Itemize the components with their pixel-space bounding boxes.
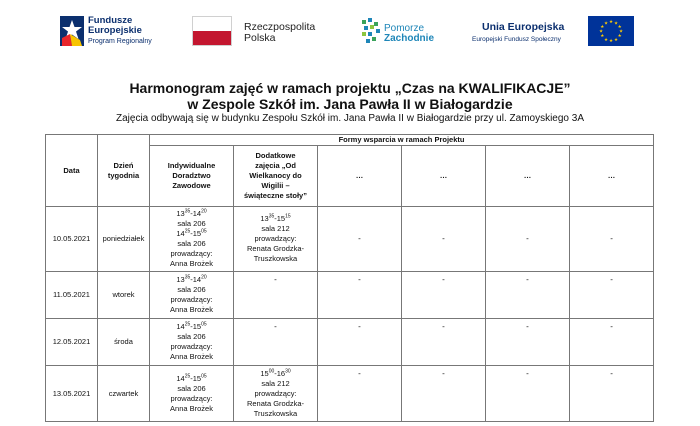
rp-text-1: Rzeczpospolita xyxy=(244,21,316,33)
teacher-name: Anna Brożek xyxy=(170,352,213,361)
header-empty-4: … xyxy=(570,146,654,207)
time-range: $13^{35}-14^{20}$ xyxy=(176,274,207,284)
table-row xyxy=(46,207,654,272)
cell-empty: - xyxy=(402,319,486,366)
time-range: $14^{25}-15^{05}$ xyxy=(176,228,207,238)
header-c2-line-5: świąteczne stoły” xyxy=(244,191,307,200)
page-title-line-2: w Zespole Szkół im. Jana Pawła II w Białogardzie xyxy=(187,96,513,112)
cell-day: poniedziałek xyxy=(98,207,150,272)
ue-text-1: Unia Europejska xyxy=(482,21,565,33)
header-c1-line-1: Indywidualne xyxy=(167,161,216,170)
room: sala 206 xyxy=(177,239,206,248)
time-range: $13^{35}-14^{20}$ xyxy=(176,208,207,218)
cell-day: wtorek xyxy=(98,272,150,319)
room: sala 206 xyxy=(177,219,206,228)
schedule-table xyxy=(45,134,654,422)
table-row xyxy=(46,272,654,319)
cell-career-counselling xyxy=(150,319,234,366)
cell-day: środa xyxy=(98,319,150,366)
fe-text-2: Europejskie xyxy=(88,25,142,36)
cell-date: 12.05.2021 xyxy=(46,319,98,366)
svg-text:★: ★ xyxy=(603,21,609,27)
cell-empty: - xyxy=(318,319,402,366)
cell-extra-classes xyxy=(234,366,318,422)
page-subtitle: Zajęcia odbywają się w budynku Zespołu Szkół im. Jana Pawła II w Białogardzie przy ul. Zamoyskiego 3A xyxy=(116,113,584,124)
room: sala 212 xyxy=(261,378,290,388)
cell-empty: - xyxy=(570,366,654,422)
teacher-name: Renata Grodzka- xyxy=(246,244,305,253)
cell-empty: - xyxy=(486,207,570,272)
teacher-name-2: Truszkowska xyxy=(253,408,298,418)
svg-text:★: ★ xyxy=(613,21,619,27)
header-date: Data xyxy=(46,135,98,207)
teacher-name: Anna Brożek xyxy=(170,305,213,314)
table-row xyxy=(46,319,654,366)
header-day-line-2: tygodnia xyxy=(107,170,140,180)
svg-text:★: ★ xyxy=(600,25,605,30)
teacher-name: Anna Brożek xyxy=(170,259,213,268)
teacher-name: Renata Grodzka- xyxy=(246,398,305,408)
svg-text:★: ★ xyxy=(603,37,609,43)
svg-text:★: ★ xyxy=(598,29,604,35)
pomorze-zachodnie-icon xyxy=(360,18,382,46)
fe-star-icon xyxy=(60,16,84,46)
cell-day: czwartek xyxy=(98,366,150,422)
room: sala 212 xyxy=(261,224,290,233)
room: sala 206 xyxy=(177,332,206,341)
lead-label: prowadzący: xyxy=(170,393,213,403)
svg-text:★: ★ xyxy=(608,39,614,45)
header-empty-1: … xyxy=(318,146,402,207)
header-career-counselling xyxy=(150,146,234,207)
header-day xyxy=(98,135,150,207)
rp-text-2: Polska xyxy=(244,32,276,44)
svg-text:★: ★ xyxy=(600,34,605,40)
svg-text:★: ★ xyxy=(613,37,619,43)
page-title: Harmonogram zajęć w ramach projektu „Czas na KWALIFIKACJE” xyxy=(129,80,571,96)
svg-text:★: ★ xyxy=(618,29,624,35)
pz-text-2: Zachodnie xyxy=(384,33,435,44)
room: sala 206 xyxy=(177,285,206,294)
lead-label: prowadzący: xyxy=(254,388,297,398)
header-extra-classes xyxy=(234,146,318,207)
header-empty-2: … xyxy=(402,146,486,207)
pz-text-1: Pomorze xyxy=(384,23,425,34)
header-day-line-1: Dzień xyxy=(113,160,134,170)
pomorze-zachodnie-logo xyxy=(360,14,460,56)
header-c1-line-3: Zawodowe xyxy=(172,181,211,190)
time-range: $14^{25}-15^{05}$ xyxy=(176,321,207,331)
ue-text-2: Europejski Fundusz Społeczny xyxy=(472,36,561,43)
cell-empty: - xyxy=(486,319,570,366)
svg-text:★: ★ xyxy=(617,34,622,40)
logo-strip xyxy=(0,14,700,56)
lead-label: prowadzący: xyxy=(170,295,213,304)
time-range: $15^{00}-16^{30}$ xyxy=(260,368,291,378)
table-row xyxy=(46,366,654,422)
teacher-name-2: Truszkowska xyxy=(253,254,298,263)
svg-text:★: ★ xyxy=(617,25,622,30)
fe-text-1: Fundusze xyxy=(88,15,133,26)
cell-empty: - xyxy=(318,272,402,319)
cell-empty: - xyxy=(318,207,402,272)
cell-extra-classes xyxy=(234,207,318,272)
cell-extra-classes: - xyxy=(234,272,318,319)
unia-europejska-logo xyxy=(472,14,622,56)
cell-empty: - xyxy=(486,366,570,422)
header-c2-line-2: zajęcia „Od xyxy=(255,161,296,170)
time-range: $14^{25}-15^{05}$ xyxy=(176,373,207,383)
fundusze-europejskie-logo xyxy=(60,14,190,56)
cell-date: 11.05.2021 xyxy=(46,272,98,319)
cell-empty: - xyxy=(570,207,654,272)
header-empty-3: … xyxy=(486,146,570,207)
header-group: Formy wsparcia w ramach Projektu xyxy=(150,135,654,146)
header-c2-line-1: Dodatkowe xyxy=(255,151,296,160)
cell-empty: - xyxy=(318,366,402,422)
cell-empty: - xyxy=(402,272,486,319)
cell-empty: - xyxy=(402,207,486,272)
cell-empty: - xyxy=(570,319,654,366)
cell-extra-classes: - xyxy=(234,319,318,366)
cell-career-counselling xyxy=(150,272,234,319)
time-range: $13^{35}-15^{15}$ xyxy=(260,213,291,223)
cell-empty: - xyxy=(486,272,570,319)
fe-text-3: Program Regionalny xyxy=(88,38,152,45)
header-c2-line-3: Wielkanocy do xyxy=(249,171,302,180)
header-c2-line-4: Wigilii – xyxy=(261,181,290,190)
lead-label: prowadzący: xyxy=(170,249,213,258)
cell-career-counselling xyxy=(150,366,234,422)
lead-label: prowadzący: xyxy=(170,342,213,351)
room: sala 206 xyxy=(177,383,206,393)
cell-date: 10.05.2021 xyxy=(46,207,98,272)
svg-text:★: ★ xyxy=(608,20,614,25)
eu-flag-icon xyxy=(588,16,634,46)
table-header-row-1 xyxy=(46,135,654,146)
cell-empty: - xyxy=(402,366,486,422)
cell-date: 13.05.2021 xyxy=(46,366,98,422)
polish-flag-icon xyxy=(192,16,232,46)
lead-label: prowadzący: xyxy=(254,234,297,243)
cell-career-counselling xyxy=(150,207,234,272)
rzeczpospolita-polska-logo xyxy=(192,14,332,56)
teacher-name: Anna Brożek xyxy=(170,403,213,413)
cell-empty: - xyxy=(570,272,654,319)
header-c1-line-2: Doradztwo xyxy=(172,171,211,180)
